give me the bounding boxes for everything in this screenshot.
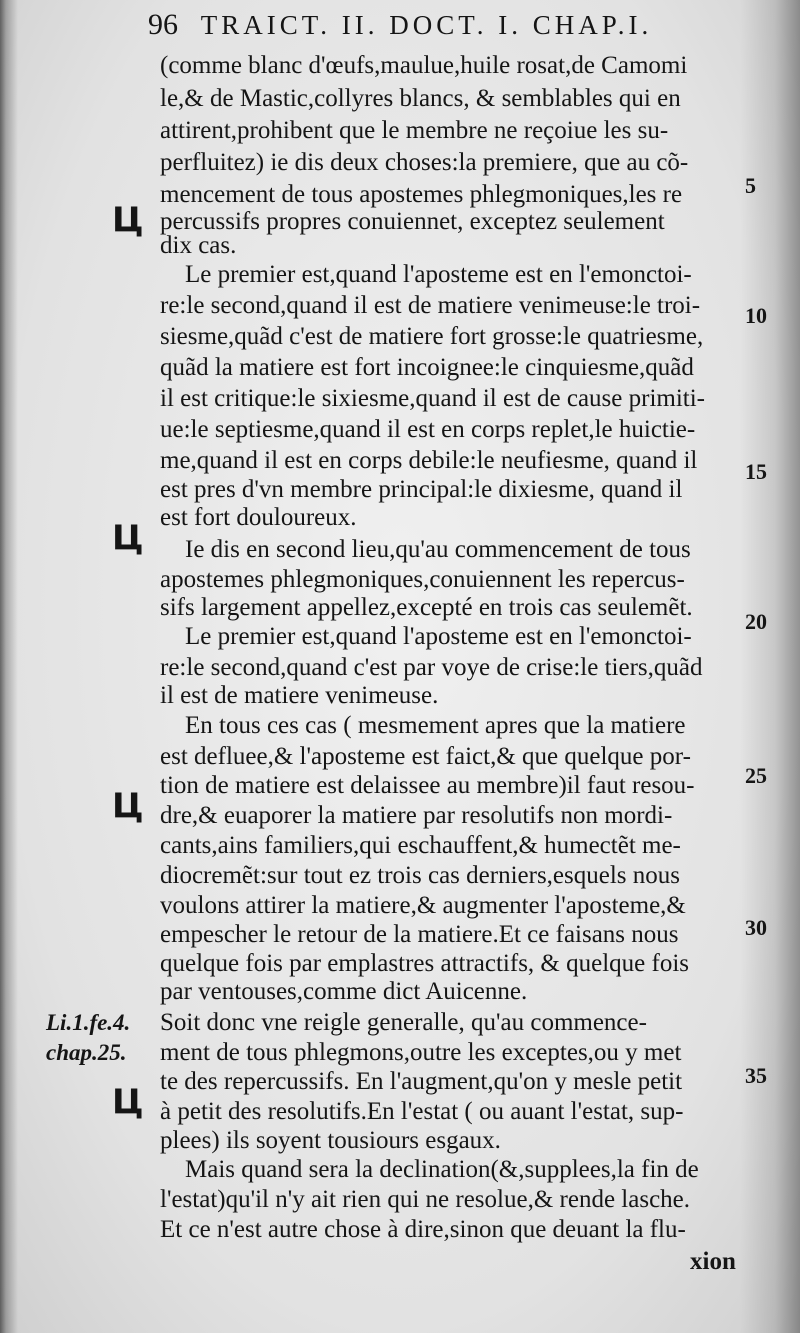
text-line: mencement de tous apostemes phlegmoniques,les re bbox=[160, 181, 683, 208]
text-line: il est critique:le sixiesme,quand il est de cause primiti- bbox=[160, 385, 705, 412]
page-number: 96 bbox=[148, 8, 178, 41]
line-number: 5 bbox=[745, 173, 756, 198]
text-line: cants,ains familiers,qui eschauffent,& humectẽt me- bbox=[160, 832, 681, 859]
margin-citation: chap.25. bbox=[46, 1040, 127, 1065]
text-line: tion de matiere est delaissee au membre)il faut resou- bbox=[160, 772, 695, 799]
text-line: quelque fois par emplastres attractifs, & quelque fois bbox=[160, 950, 690, 977]
text-line: Et ce n'est autre chose à dire,sinon que deuant la flu- bbox=[160, 1216, 686, 1243]
text-line: plees) ils soyent tousiours esgaux. bbox=[160, 1127, 501, 1154]
text-line: ment de tous phlegmons,outre les exceptes,ou y met bbox=[160, 1039, 682, 1066]
text-line: Soit donc vne reigle generalle, qu'au commence- bbox=[160, 1009, 647, 1036]
line-number: 10 bbox=[745, 303, 767, 328]
text-line: quãd la matiere est fort incoignee:le cinquiesme,quãd bbox=[160, 354, 694, 381]
line-number: 25 bbox=[745, 763, 767, 788]
text-line: par ventouses,comme dict Auicenne. bbox=[160, 978, 528, 1005]
margin-citation: Li.1.fe.4. bbox=[46, 1010, 131, 1035]
text-line: ue:le septiesme,quand il est en corps replet,le huictie- bbox=[160, 416, 696, 443]
line-number: 15 bbox=[745, 459, 767, 484]
text-line: te des repercussifs. En l'augment,qu'on y mesle petit bbox=[160, 1068, 683, 1095]
text-line: Ie dis en second lieu,qu'au commencement de tous bbox=[185, 536, 691, 563]
marginal-mark: Ц bbox=[112, 518, 144, 558]
text-line: apostemes phlegmoniques,conuiennent les repercus- bbox=[160, 566, 685, 593]
text-line: il est de matiere venimeuse. bbox=[160, 682, 439, 709]
text-line: dre,& euaporer la matiere par resolutifs non mordi- bbox=[160, 802, 673, 829]
text-line: dix cas. bbox=[160, 232, 237, 259]
text-line: siesme,quãd c'est de matiere fort grosse:le quatriesme, bbox=[160, 323, 704, 350]
text-line: En tous ces cas ( mesmement apres que la matiere bbox=[185, 712, 686, 739]
text-line: Mais quand sera la declination(&,supplees,la fin de bbox=[185, 1156, 699, 1183]
text-line: voulons attirer la matiere,& augmenter l'aposteme,& bbox=[160, 892, 686, 919]
text-line: attirent,prohibent que le membre ne reçoiue les su- bbox=[160, 117, 669, 144]
text-line: percussifs propres conuiennet, exceptez seulement bbox=[160, 208, 665, 235]
marginal-mark: Ц bbox=[112, 200, 144, 240]
text-line: Le premier est,quand l'aposteme est en l'emonctoi- bbox=[185, 261, 692, 288]
catchword: xion bbox=[690, 1248, 736, 1275]
line-number: 20 bbox=[745, 609, 767, 634]
running-header bbox=[148, 8, 768, 48]
text-line: Le premier est,quand l'aposteme est en l'emonctoi- bbox=[185, 623, 692, 650]
text-line: me,quand il est en corps debile:le neufiesme, quand il bbox=[160, 447, 698, 474]
text-line: empescher le retour de la matiere.Et ce faisans nous bbox=[160, 921, 679, 948]
line-number: 30 bbox=[745, 915, 767, 940]
text-line: est pres d'vn membre principal:le dixiesme, quand il bbox=[160, 476, 683, 503]
text-line: est fort douloureux. bbox=[160, 504, 357, 531]
text-line: sifs largement appellez,excepté en trois cas seulemẽt. bbox=[160, 594, 693, 621]
text-line: perfluitez) ie dis deux choses:la premiere, que au cõ- bbox=[160, 149, 689, 176]
running-title: TRAICT. II. DOCT. I. CHAP.I. bbox=[200, 10, 653, 40]
marginal-mark: Ц bbox=[112, 1082, 144, 1122]
line-number: 35 bbox=[745, 1063, 767, 1088]
text-line: est defluee,& l'aposteme est faict,& que quelque por- bbox=[160, 743, 691, 770]
text-line: re:le second,quand c'est par voye de crise:le tiers,quãd bbox=[160, 654, 703, 681]
marginal-mark: Ц bbox=[112, 786, 144, 826]
text-line: le,& de Mastic,collyres blancs, & semblables qui en bbox=[160, 85, 681, 112]
text-line: à petit des resolutifs.En l'estat ( ou auant l'estat, sup- bbox=[160, 1098, 684, 1125]
text-line: re:le second,quand il est de matiere venimeuse:le troi- bbox=[160, 292, 701, 319]
text-line: l'estat)qu'il n'y ait rien qui ne resolue,& rende lasche. bbox=[160, 1186, 691, 1213]
text-line: diocremẽt:sur tout ez trois cas derniers,esquels nous bbox=[160, 862, 680, 889]
text-line: (comme blanc d'œufs,maulue,huile rosat,de Camomi bbox=[160, 52, 688, 79]
